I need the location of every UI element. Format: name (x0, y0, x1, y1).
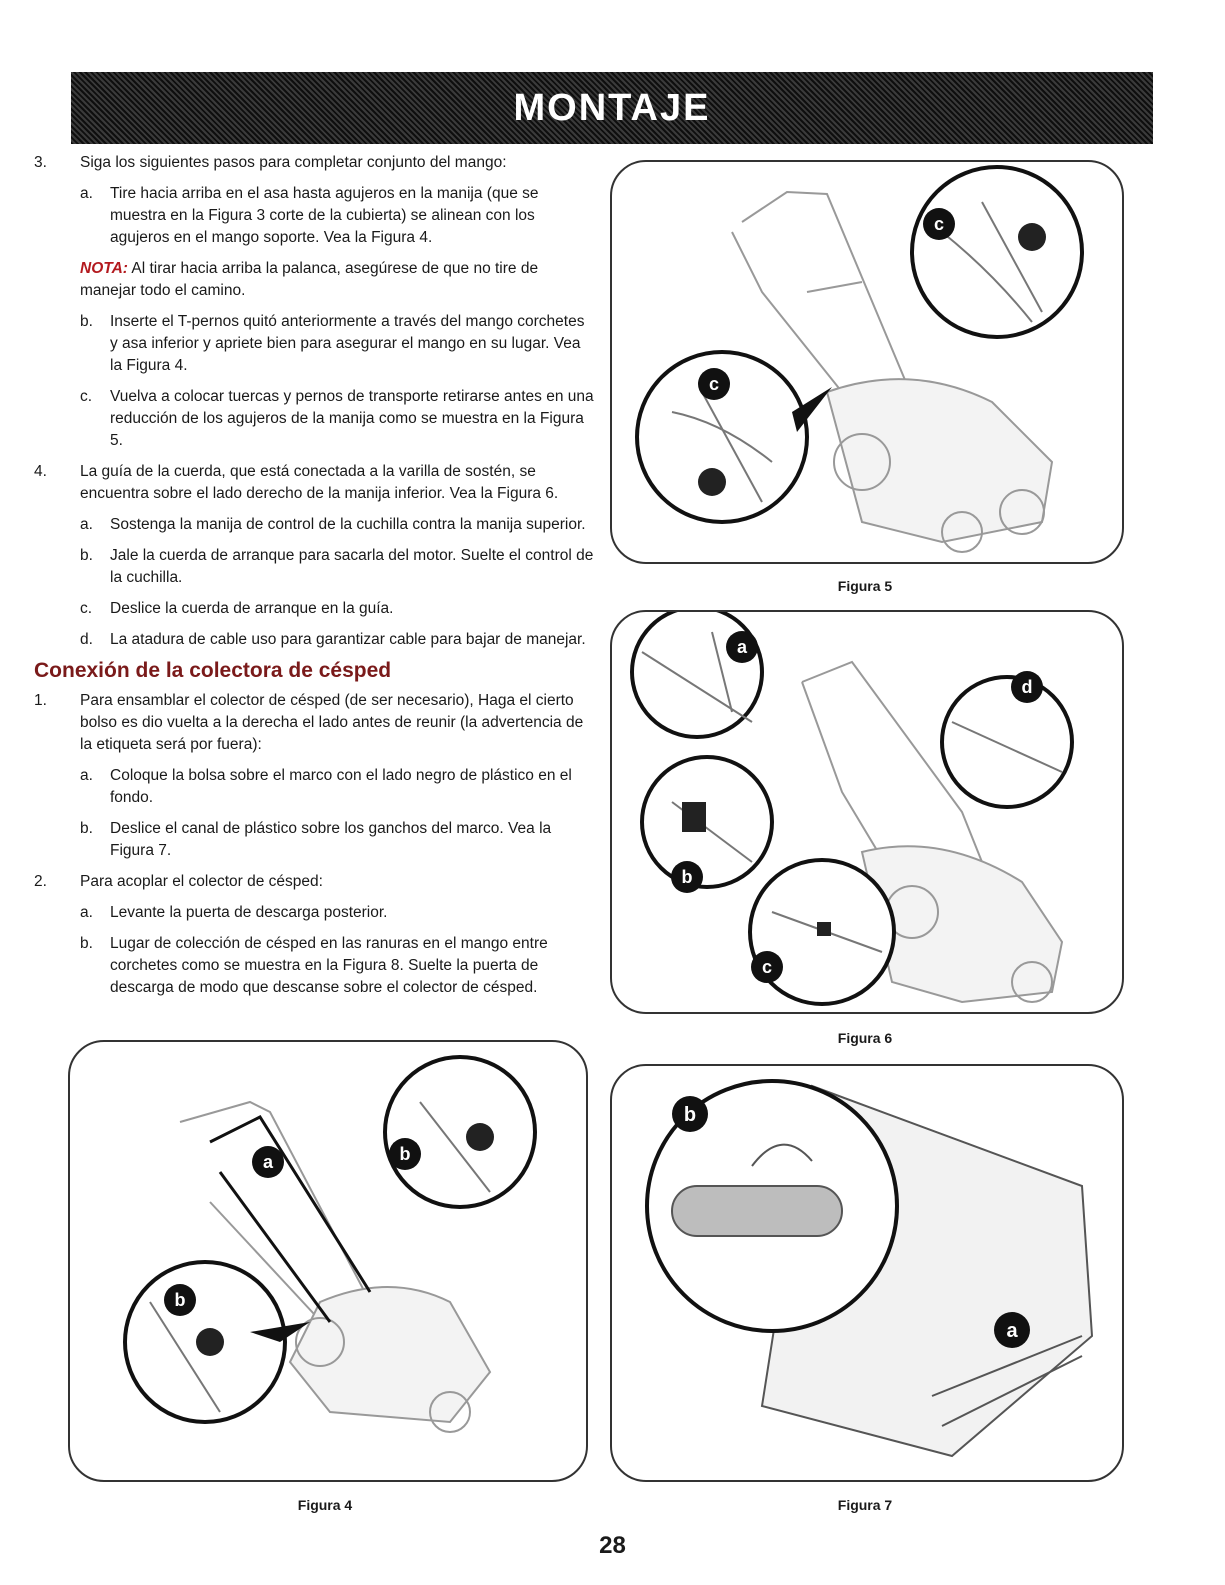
svg-text:c: c (933, 214, 945, 234)
substep-label: a. (80, 185, 93, 202)
figure-5-illustration (610, 160, 1124, 564)
substep-text: Tire hacia arriba en el asa hasta agujeros en la manija (que se muestra en la Figura 3 corte de la cubierta) se alinean con los agujeros en el mango soporte. Vea la Figura 4. (110, 185, 539, 246)
figure-5-label-c-top (923, 208, 955, 240)
svg-text:d: d (1021, 677, 1033, 697)
instructions-column (34, 152, 594, 1008)
svg-text:b: b (174, 1290, 186, 1310)
note-label: NOTA: (80, 260, 128, 277)
substep-label: a. (80, 767, 93, 784)
figure-6-label-b (671, 861, 703, 893)
substep-label: b. (80, 820, 93, 837)
substep-label: a. (80, 904, 93, 921)
figure-6-caption: Figura 6 (837, 1030, 893, 1046)
figure-4-label-a (252, 1146, 284, 1178)
substep-text: Levante la puerta de descarga posterior. (110, 904, 388, 921)
page-title: MONTAJE (513, 86, 711, 129)
figure-4-illustration (68, 1040, 588, 1482)
figure-4-label-b-bottom (164, 1284, 196, 1316)
substep-text: Jale la cuerda de arranque para sacarla del motor. Suelte el control de la cuchilla. (110, 547, 594, 586)
svg-text:c: c (708, 374, 720, 394)
grass-substep-2a (80, 902, 594, 924)
figure-6-label-a (726, 631, 758, 663)
substep-4a (80, 514, 594, 536)
svg-text:b: b (399, 1144, 411, 1164)
substep-label: d. (80, 631, 93, 648)
svg-text:a: a (1006, 1320, 1018, 1342)
step-text: Siga los siguientes pasos para completar conjunto del mango: (80, 154, 507, 171)
substep-label: b. (80, 547, 93, 564)
substep-text: Deslice la cuerda de arranque en la guía. (110, 600, 394, 617)
substep-label: c. (80, 388, 93, 405)
step-text: Para ensamblar el colector de césped (de ser necesario), Haga el cierto bolso es dio vuelta a la derecha el lado antes de reunir (la advertencia de la etiqueta será por fuera): (80, 692, 584, 753)
svg-text:a: a (262, 1152, 274, 1172)
grass-substep-2b (80, 933, 594, 999)
substep-label: c. (80, 600, 93, 617)
substep-label: b. (80, 313, 93, 330)
grass-substep-1b (80, 818, 594, 862)
figure-6-label-d (1011, 671, 1043, 703)
figure-6-illustration (610, 610, 1124, 1014)
substep-4b (80, 545, 594, 589)
figure-4-label-b-top (389, 1138, 421, 1170)
figure-7-label-b (672, 1096, 708, 1132)
step-number: 1. (34, 692, 47, 709)
substep-3a (80, 183, 594, 249)
figure-6-label-c (751, 951, 783, 983)
figure-7-label-a (994, 1312, 1030, 1348)
grass-substep-1a (80, 765, 594, 809)
figure-4-caption: Figura 4 (297, 1497, 353, 1513)
figure-5-caption: Figura 5 (837, 578, 893, 594)
note (80, 258, 594, 302)
svg-text:c: c (761, 957, 773, 977)
section-banner (71, 72, 1153, 144)
step-number: 4. (34, 463, 47, 480)
substep-text: Deslice el canal de plástico sobre los ganchos del marco. Vea la Figura 7. (110, 820, 552, 859)
grass-step-1 (34, 690, 594, 756)
substep-text: Sostenga la manija de control de la cuchilla contra la manija superior. (110, 516, 586, 533)
svg-text:b: b (683, 1104, 697, 1126)
substep-text: La atadura de cable uso para garantizar cable para bajar de manejar. (110, 631, 586, 648)
note-text: Al tirar hacia arriba la palanca, asegúrese de que no tire de manejar todo el camino. (80, 260, 539, 299)
substep-3c (80, 386, 594, 452)
substep-4c (80, 598, 594, 620)
substep-3b (80, 311, 594, 377)
step-3 (34, 152, 594, 174)
step-4 (34, 461, 594, 505)
substep-4d (80, 629, 594, 651)
substep-text: Lugar de colección de césped en las ranuras en el mango entre corchetes como se muestra en la Figura 8. Suelte la puerta de descarga de modo que descanse sobre el colector de césped. (110, 935, 548, 996)
figure-5-label-c-bottom (698, 368, 730, 400)
step-number: 3. (34, 154, 47, 171)
step-text: Para acoplar el colector de césped: (80, 873, 323, 890)
section-heading: Conexión de la colectora de césped (34, 659, 392, 682)
step-number: 2. (34, 873, 47, 890)
step-text: La guía de la cuerda, que está conectada a la varilla de sostén, se encuentra sobre el lado derecho de la manija inferior. Vea la Figura 6. (80, 463, 559, 502)
figure-7-illustration (610, 1064, 1124, 1482)
grass-step-2 (34, 871, 594, 893)
figure-7-caption: Figura 7 (837, 1497, 893, 1513)
substep-text: Coloque la bolsa sobre el marco con el lado negro de plástico en el fondo. (110, 767, 572, 806)
page-number: 28 (599, 1532, 626, 1559)
substep-text: Vuelva a colocar tuercas y pernos de transporte retirarse antes en una reducción de los agujeros de la manija como se muestra en la Figura 5. (110, 388, 594, 449)
svg-text:a: a (736, 637, 748, 657)
svg-text:b: b (681, 867, 693, 887)
substep-label: a. (80, 516, 93, 533)
substep-label: b. (80, 935, 93, 952)
substep-text: Inserte el T-pernos quitó anteriormente a través del mango corchetes y asa inferior y apriete bien para asegurar el mango en su lugar. Vea la Figura 4. (110, 313, 585, 374)
